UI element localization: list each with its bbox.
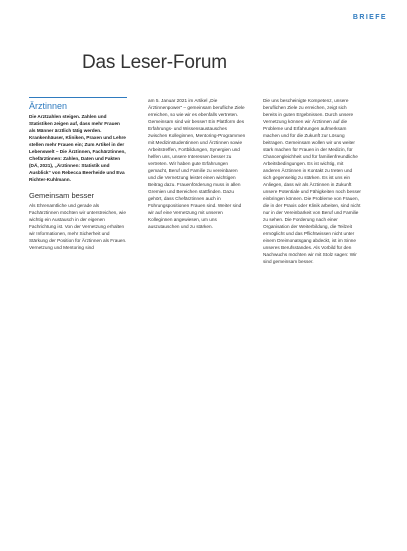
article-heading-gemeinsam: Gemeinsam besser [29, 191, 95, 200]
article-body-col3: Die uns bescheinigte Kompetenz, unsere beruflichen Ziele zu erreichen, zeigt sich bereits in guten Ergebnissen. Durch unsere Vernetzung können wir Ärztinnen auf die Probleme und Erfahrungen aufmerksam machen und für die Zukunft zur Lösung beitragen. Gemeinsam wollen wir uns weiter stark machen für Frauen in der Medizin, für Chancengleichheit und für familienfreundliche Arbeitsbedingungen. Es ist wichtig, mit anderen Ärztinnen in Kontakt zu treten und sich gegenseitig zu stärken. Es ist uns ein Anliegen, dass wir als Ärztinnen in Zukunft unsere Potentiale und Fähigkeiten noch besser einbringen können. Die Probleme von Frauen, die in der Praxis oder Klinik arbeiten, sind nicht nur in der Vereinbarkeit von Beruf und Familie zu sehen. Die Forderung nach einer Organisation der Weiterbildung, die Teilzeit ermöglicht und das Pflichtwissen nicht unter einem Dreimonatsgang abdeckt, ist im Sinne unseres Berufsstandes. Als Vorbild für den Nachwuchs möchten wir mit Stolz sagen: Wir sind gemeinsam besser. [263, 98, 361, 264]
column-3 [263, 97, 361, 265]
article-body-col1: Als Ehrenamtliche und gerade als Fachärztinnen möchten wir unterstreichen, wie wichtig ein Austausch in der eigenen Fachrichtung ist. Von der Vernetzung erhalten wir Informationen, mehr Sicherheit und Stärkung der Position für Ärztinnen als Frauen. Vernetzung und Mentoring sind [29, 203, 127, 250]
article-heading-aerztinnen: Ärztinnen [29, 101, 68, 111]
column-2 [148, 97, 246, 230]
section-label: BRIEFE [352, 14, 387, 21]
article-body-col2: am 5. Januar 2021 im Artikel „Die Ärztinnenpower“ – gemeinsam berufliche Ziele erreichen, so wie wir es ebenfalls vertreten. Gemeinsam sind wir besser! Ein Plattform des Erfahrungs- und Wissensaustausches zwischen Kolleginnen, Mentoring-Programmen mit Medizinstudentinnen und Ärztinnen sowie Arbeitstreffen, Fortbildungen, Synergien und helfen uns, unsere Interessen besser zu vertreten. Wir haben gute Erfahrungen gemacht, Beruf und Familie zu vereinbaren und die Vernetzung leistet einen wichtigen Beitrag dazu. Frauenförderung muss in allen Gremien und Bereichen stattfinden. Dazu gehört, dass Chefärztinnen auch in Führungspositionen Frauen sind. Weiter sind wir auf eine Vernetzung mit unseren Kolleginnen angewiesen, um uns auszutauschen und zu stärken. [148, 98, 246, 229]
article-lead-text: Die Arztzahlen steigen. Zahlen und Statistiken zeigen auf, dass mehr Frauen als Männer ärztlich tätig werden. Krankenhäuser, Kliniken, Praxen und Lehre stellen mehr Frauen ein; Zum Artikel in der Lebenswelt – Die Ärztinnen, Fachärztinnen, Chefärztinnen: Zahlen, Daten und Fakten (DÄ, 2021), „Ärztinnen: Statistik und Ausblick“ von Rebecca Beerheide und Eva Richter-Kuhlmann. [29, 114, 126, 182]
page-title: Das Leser-Forum [82, 52, 227, 73]
column-1 [29, 97, 127, 251]
section-rule [29, 97, 127, 98]
